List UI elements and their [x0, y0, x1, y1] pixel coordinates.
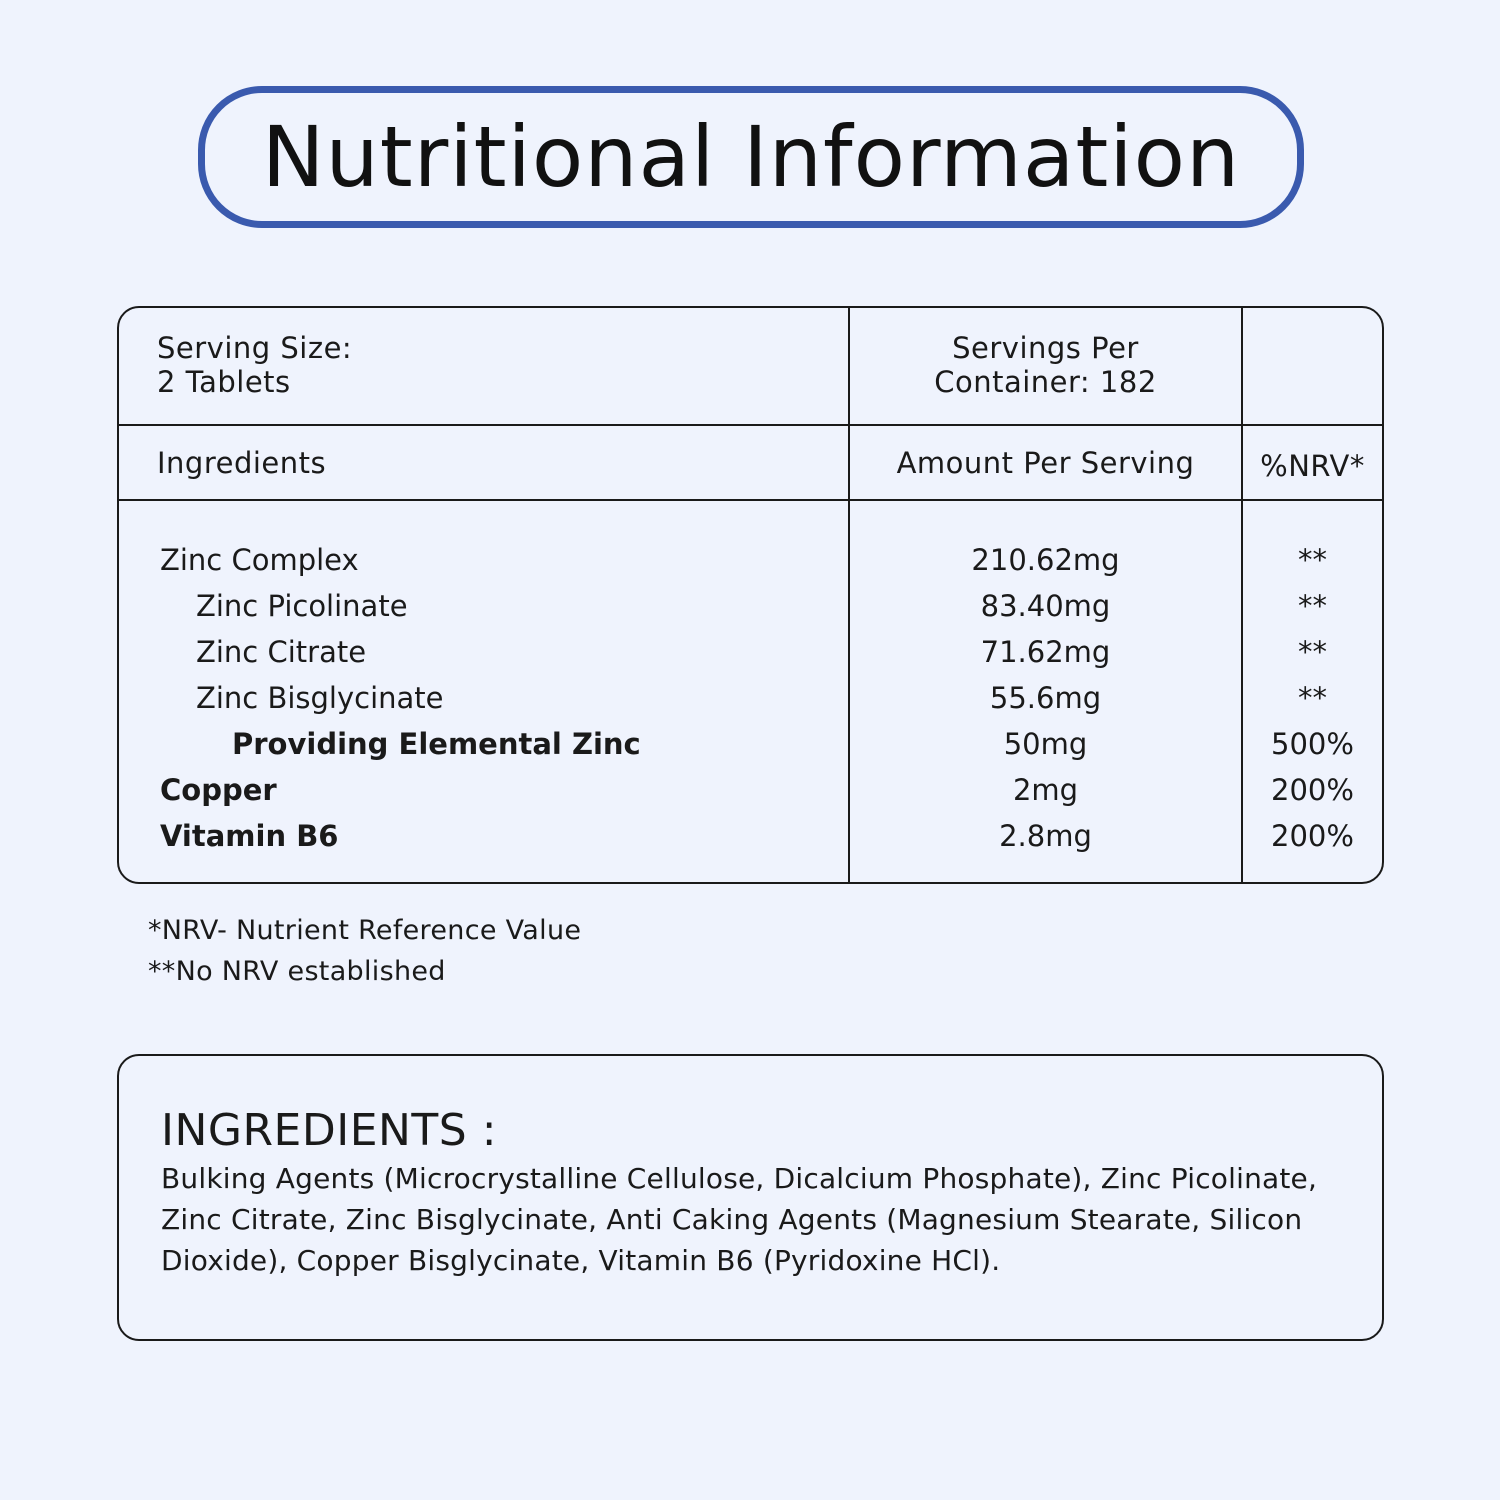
ingredient-nrv: 200%	[1271, 819, 1354, 853]
ingredient-amount: 71.62mg	[980, 635, 1111, 669]
ingredient-amount: 210.62mg	[971, 543, 1120, 577]
footnote-nrv: *NRV- Nutrient Reference Value	[148, 915, 582, 946]
table-row	[119, 675, 1382, 721]
ingredients-text: Bulking Agents (Microcrystalline Cellulose, Dicalcium Phosphate), Zinc Picolinate, Zinc Citrate, Zinc Bisglycinate, Anti Caking Agents (Magnesium Stearate, Silicon Dioxide), Copper Bisglycinate, Vitamin B6 (Pyridoxine HCl).	[161, 1162, 1318, 1277]
table-row	[119, 629, 1382, 675]
row-divider-1	[119, 424, 1382, 426]
ingredients-title: INGREDIENTS :	[161, 1105, 498, 1156]
ingredient-name: Zinc Picolinate	[196, 589, 408, 623]
ingredient-amount: 2mg	[1012, 773, 1079, 807]
ingredient-name: Zinc Citrate	[196, 635, 367, 669]
table-row	[119, 767, 1382, 813]
table-row	[119, 721, 1382, 767]
ingredient-nrv: **	[1298, 543, 1327, 577]
servings-per-line1: Servings Per	[952, 331, 1139, 365]
header-nrv: %NRV*	[1260, 449, 1365, 483]
ingredient-amount: 83.40mg	[980, 589, 1111, 623]
ingredient-amount: 55.6mg	[989, 681, 1102, 715]
title-banner	[198, 86, 1304, 228]
ingredient-nrv: **	[1298, 681, 1327, 715]
ingredient-nrv: 200%	[1271, 773, 1354, 807]
servings-per-container-cell	[850, 331, 1241, 399]
table-row	[119, 813, 1382, 859]
ingredient-amount: 2.8mg	[999, 819, 1092, 853]
ingredient-nrv: 500%	[1271, 727, 1354, 761]
header-ingredients: Ingredients	[157, 446, 327, 480]
ingredient-name: Copper	[160, 773, 277, 807]
footnotes	[148, 910, 581, 992]
ingredient-name: Zinc Bisglycinate	[196, 681, 444, 715]
servings-per-line2: Container: 182	[934, 365, 1157, 399]
footnote-no-nrv: **No NRV established	[148, 956, 446, 987]
table-row	[119, 583, 1382, 629]
page-title: Nutritional Information	[261, 108, 1241, 206]
ingredient-nrv: **	[1298, 635, 1327, 669]
table-row	[119, 537, 1382, 583]
nutrition-table	[117, 306, 1384, 884]
serving-size-cell	[157, 331, 352, 399]
header-amount: Amount Per Serving	[896, 446, 1195, 480]
ingredient-name: Zinc Complex	[160, 543, 359, 577]
serving-size-value: 2 Tablets	[157, 365, 291, 399]
ingredients-box	[117, 1054, 1384, 1341]
ingredient-amount: 50mg	[1003, 727, 1088, 761]
ingredient-nrv: **	[1298, 589, 1327, 623]
ingredient-name: Vitamin B6	[160, 819, 339, 853]
serving-size-label: Serving Size:	[157, 331, 353, 365]
ingredient-name: Providing Elemental Zinc	[232, 727, 641, 761]
row-divider-2	[119, 499, 1382, 501]
